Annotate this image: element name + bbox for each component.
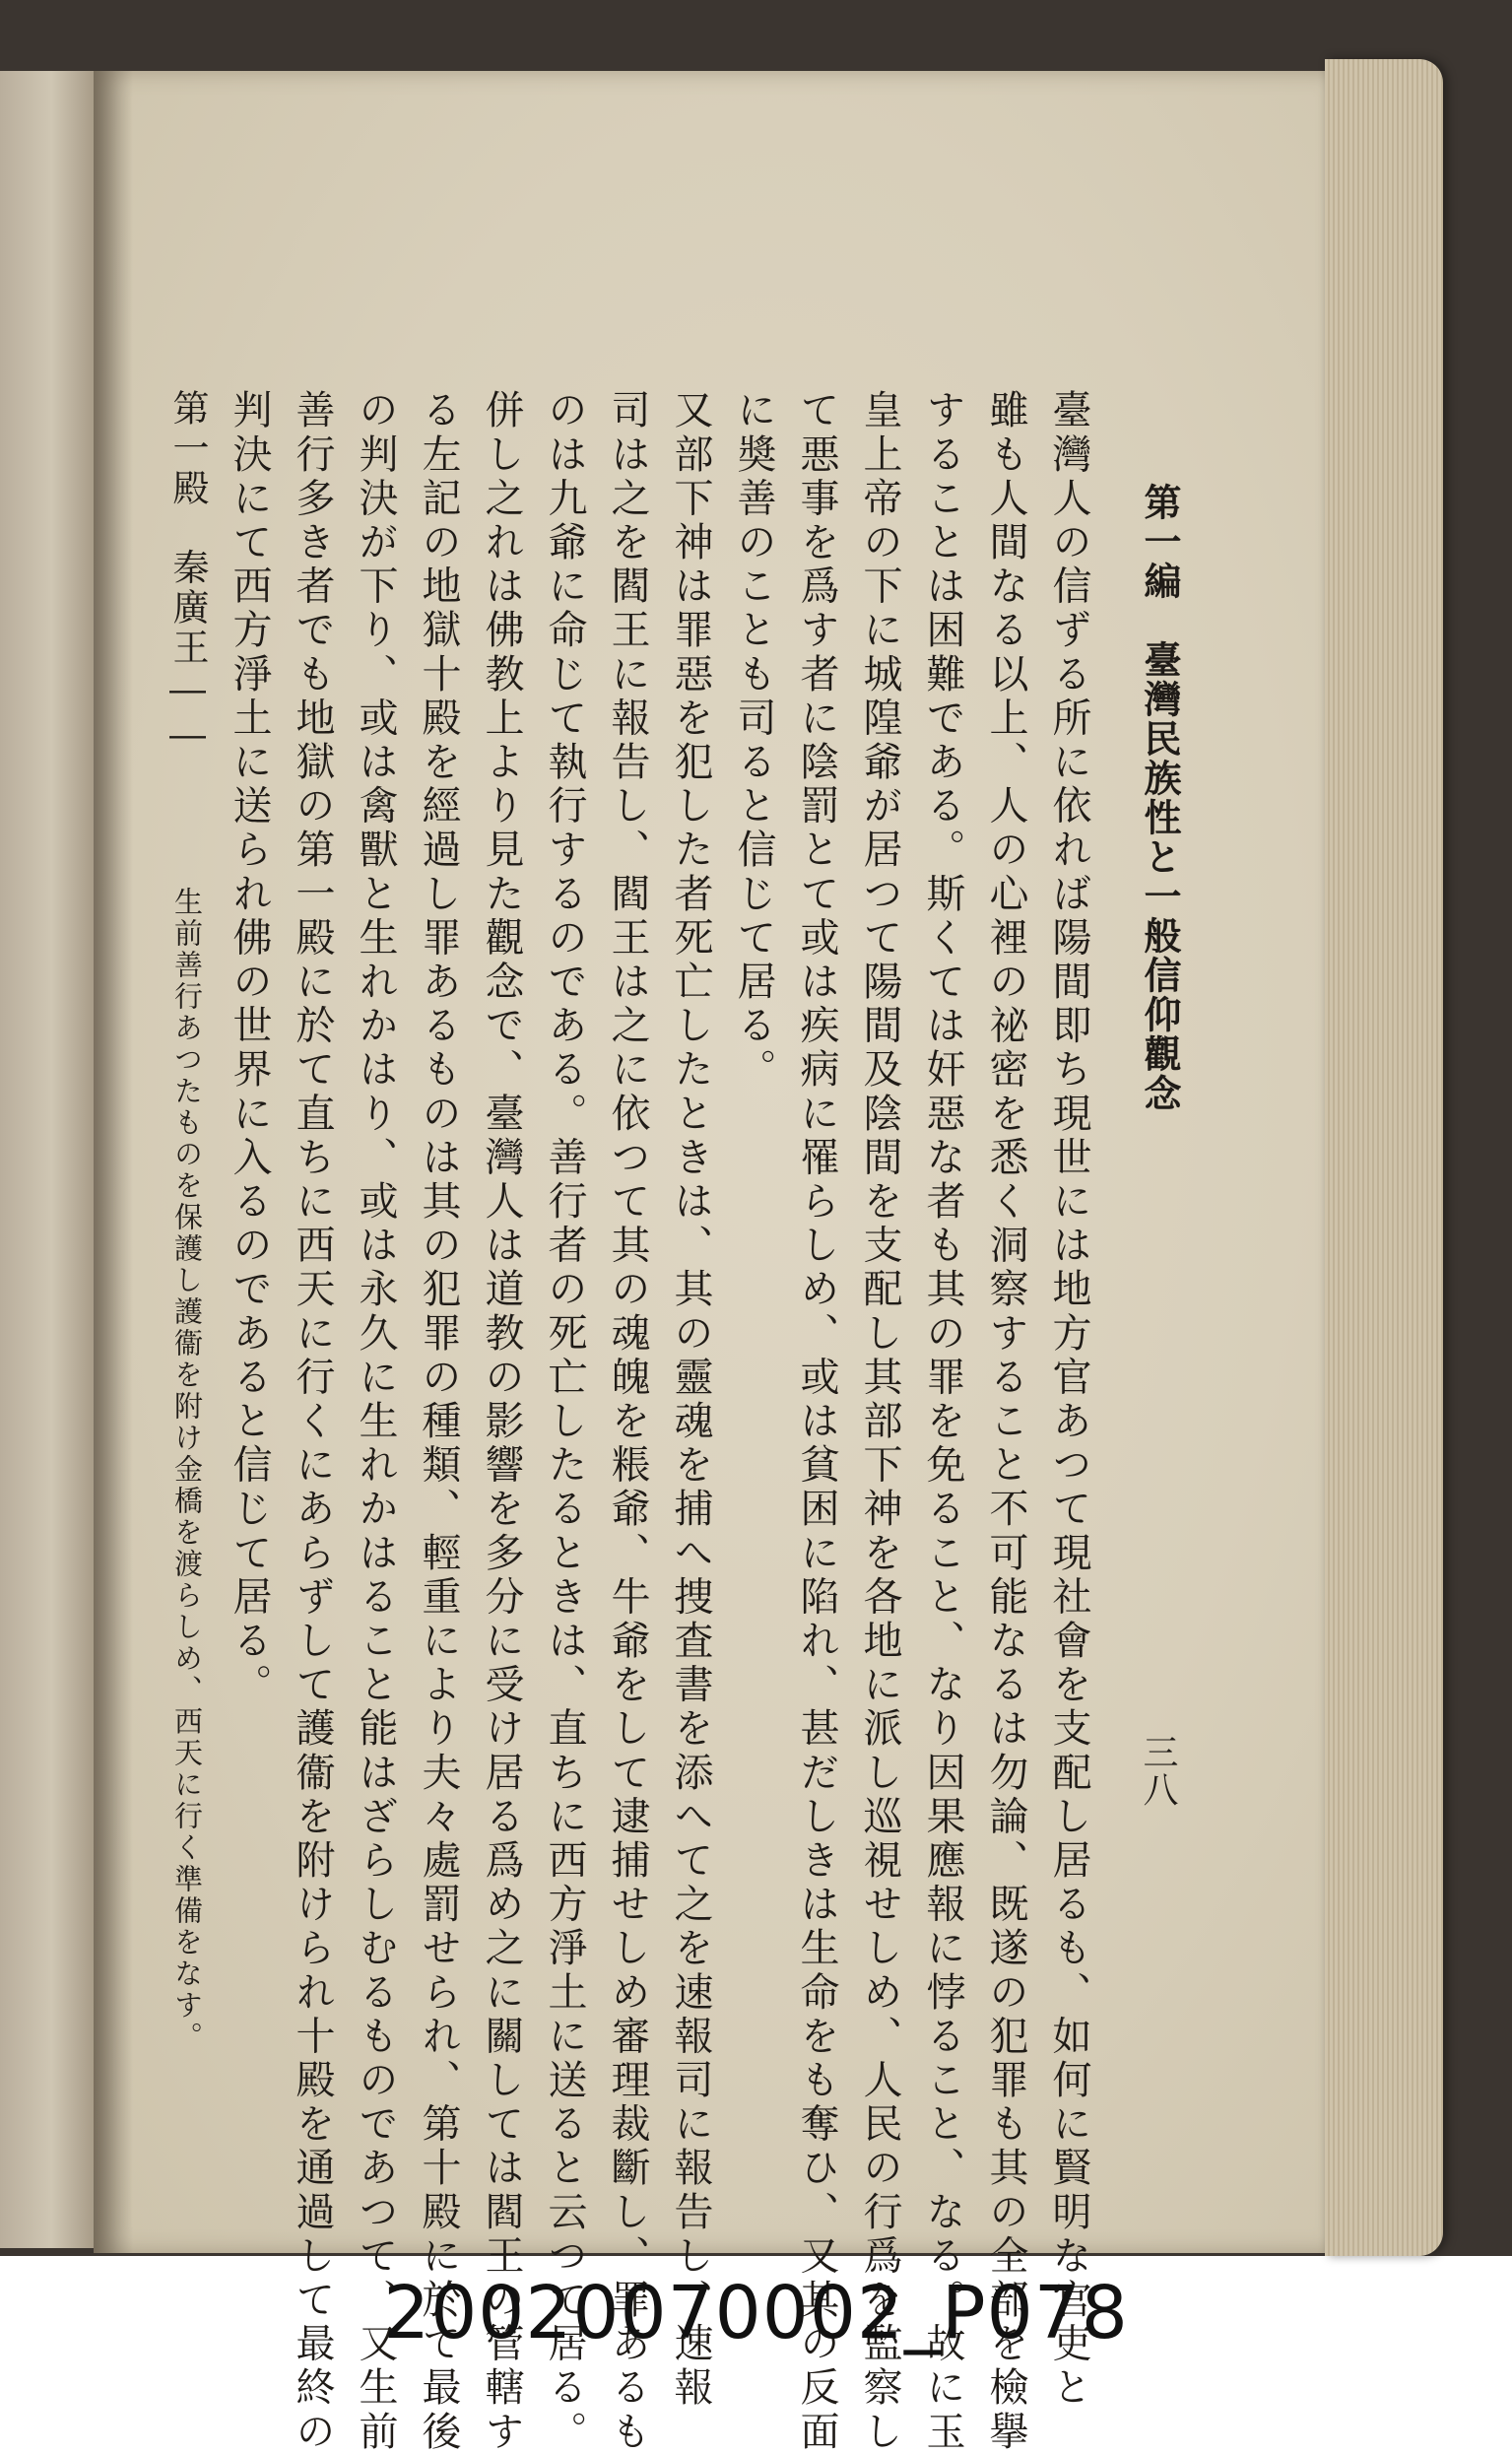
text-column: に奬善のことも司ると信じて居る。 [731, 389, 776, 1093]
section-note: 生前善行あつたものを保護し護衞を附け金橋を渡らしめ、西天に行く準備をなす。 [170, 887, 204, 2053]
text-column: のは九爺に命じて執行するのである。善行者の死亡したるときは、直ちに西方淨土に送ると云つて居る。 [542, 389, 587, 2454]
section-title: 第一殿 秦廣王―― [166, 389, 209, 760]
text-column: 雖も人間なる以上、人の心裡の祕密を悉く洞察すること不可能なるは勿論、既遂の犯罪も其の全部を檢擧 [983, 389, 1028, 2454]
previous-page-edge [0, 71, 94, 2248]
text-column: の判決が下り、或は禽獸と生れかはり、或は永久に生れかはること能はざらしむるものであつて、又生前 [353, 389, 398, 2454]
text-column: る左記の地獄十殿を經過し罪あるものは其の犯罪の種類、輕重により夫々處罰せられ、第十殿に於て最後 [416, 389, 461, 2454]
text-column: 併し之れは佛教上より見た觀念で、臺灣人は道教の影響を多分に受け居る爲め之に關しては閻王の管轄す [479, 389, 524, 2454]
archive-id-label: 20020070002_P078 [383, 2271, 1129, 2355]
page-gutter-shadow [94, 71, 133, 2253]
running-header-title: 第一編 臺灣民族性と一般信仰觀念 [1138, 483, 1182, 1113]
text-column: 司は之を閻王に報告し、閻王は之に依つて其の魂魄を粻爺、牛爺をして逮捕せしめ審理裁斷し、罪あるも [605, 389, 650, 2454]
text-column: することは困難である。斯くては奸惡な者も其の罪を免ること、なり因果應報に悖ること、なる。故に玉 [920, 389, 965, 2454]
text-column: 又部下神は罪惡を犯した者死亡したときは、其の靈魂を捕へ捜査書を添へて之を速報司に報告し、速報 [668, 389, 713, 2411]
text-column: て悪事を爲す者に陰罰とて或は疾病に罹らしめ、或は貧困に陷れ、甚だしきは生命をも奪ひ、又其の反面 [794, 389, 839, 2454]
page-edge-stack [1325, 59, 1443, 2256]
text-column: 臺灣人の信ずる所に依れば陽間即ち現世には地方官あつて現社會を支配し居るも、如何に賢明な官吏と [1046, 389, 1091, 2411]
text-column: 善行多き者でも地獄の第一殿に於て直ちに西天に行くにあらずして護衞を附けられ十殿を通過して最終の [290, 389, 335, 2454]
text-column: 判決にて西方淨土に送られ佛の世界に入るのであると信じて居る。 [227, 389, 272, 1707]
text-column: 皇上帝の下に城隍爺が居つて陽間及陰間を支配し其部下神を各地に派し巡視せしめ、人民の行爲を監察し [857, 389, 902, 2454]
page-number: 三八 [1138, 1734, 1178, 1809]
